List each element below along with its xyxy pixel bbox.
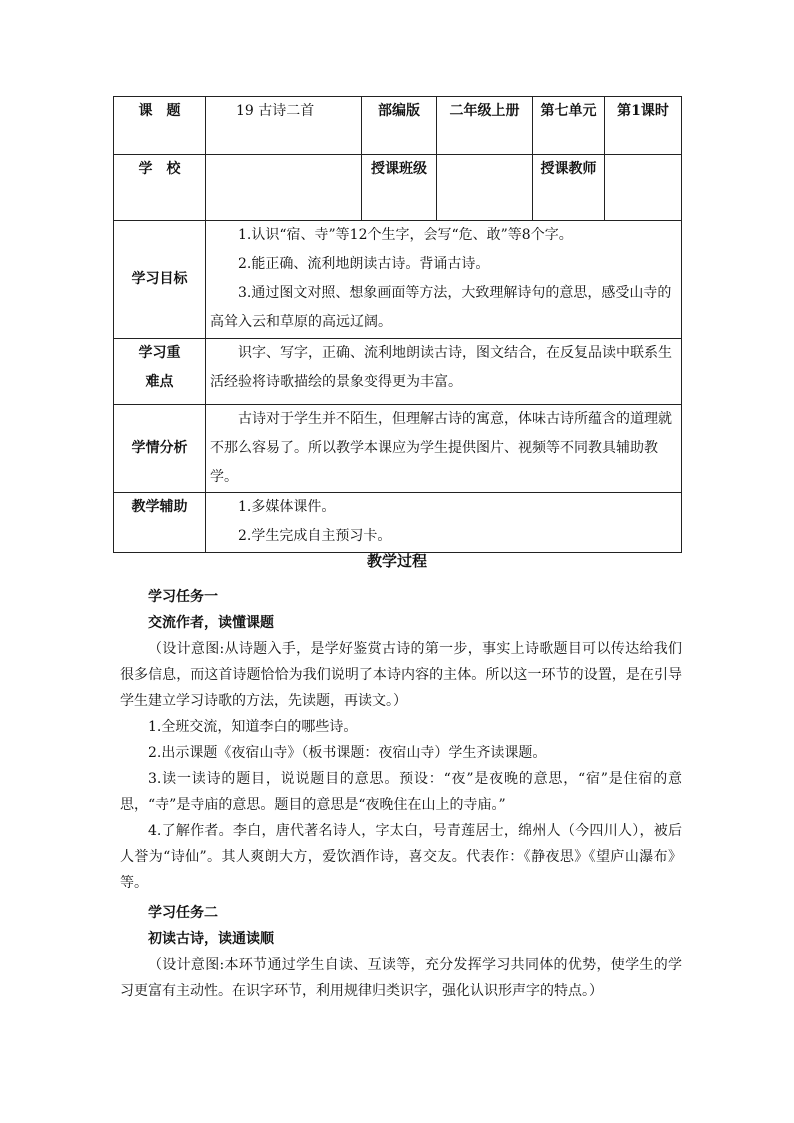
goal-item: 2.能正确、流利地朗读古诗。背诵古诗。 <box>238 256 490 272</box>
table-row <box>114 221 682 339</box>
goals-content <box>206 221 682 339</box>
process-title: 教学过程 <box>366 552 427 570</box>
teacher-label: 授课教师 <box>533 155 605 221</box>
keypoints-label: 学习重难点 <box>114 339 206 405</box>
table-row <box>114 493 682 553</box>
task2-intent: （设计意图:本环节通过学生自读、互读等，充分发挥学习共同体的优势，使学生的学习更富有主动性。在识字环节，利用规律归类识字，强化认识形声字的特点。） <box>120 957 682 999</box>
goal-item: 1.认识“宿、寺”等12个生字，会写“危、敢”等8个字。 <box>238 227 573 243</box>
lesson-title: 19 古诗二首 <box>206 97 362 155</box>
lesson-info-table <box>113 96 682 553</box>
unit-cell: 第七单元 <box>533 97 605 155</box>
aids-label: 教学辅助 <box>114 493 206 553</box>
task1-subheading: 交流作者，读懂课题 <box>148 615 274 631</box>
task1-step: 3.读一读诗的题目，说说题目的意思。预设：“夜”是夜晚的意思，“宿”是住宿的意思，“寺”是寺庙的意思。题目的意思是“夜晚住在山上的寺庙。” <box>120 771 682 813</box>
table-row <box>114 155 682 221</box>
task2-subheading: 初读古诗，读通读顺 <box>148 931 274 947</box>
table-row <box>114 405 682 493</box>
aid-item: 2.学生完成自主预习卡。 <box>238 528 392 544</box>
topic-label: 课 题 <box>114 97 206 155</box>
task1-heading: 学习任务一 <box>148 589 218 605</box>
task1-intent: （设计意图:从诗题入手，是学好鉴赏古诗的第一步，事实上诗歌题目可以传达给我们很多信息，而这首诗题恰恰为我们说明了本诗内容的主体。所以这一环节的设置，是在引导学生建立学习诗歌的方法，先读题，再读文。） <box>120 641 682 709</box>
task2-heading: 学习任务二 <box>148 905 218 921</box>
school-value <box>206 155 362 221</box>
analysis-content: 古诗对于学生并不陌生，但理解古诗的寓意，体味古诗所蕴含的道理就不那么容易了。所以教学本课应为学生提供图片、视频等不同教具辅助教学。 <box>206 405 682 493</box>
edition-cell: 部编版 <box>362 97 437 155</box>
goal-item: 3.通过图文对照、想象画面等方法，大致理解诗句的意思，感受山寺的高耸入云和草原的高远辽阔。 <box>210 285 672 330</box>
grade-cell: 二年级上册 <box>437 97 533 155</box>
school-label: 学 校 <box>114 155 206 221</box>
task1-step: 2.出示课题《夜宿山寺》（板书课题：夜宿山寺）学生齐读课题。 <box>148 745 547 761</box>
aids-content <box>206 493 682 553</box>
class-value <box>437 155 533 221</box>
aid-item: 1.多媒体课件。 <box>238 499 336 515</box>
task1-step: 4.了解作者。李白，唐代著名诗人，字太白，号青莲居士，绵州人（今四川人），被后人誉为“诗仙”。其人爽朗大方，爱饮酒作诗，喜交友。代表作：《静夜思》《望庐山瀑布》等。 <box>120 823 682 891</box>
class-label: 授课班级 <box>362 155 437 221</box>
task1-step: 1.全班交流，知道李白的哪些诗。 <box>148 719 358 735</box>
table-row <box>114 339 682 405</box>
keypoints-content: 识字、写字，正确、流利地朗读古诗，图文结合，在反复品读中联系生活经验将诗歌描绘的景象变得更为丰富。 <box>206 339 682 405</box>
analysis-label: 学情分析 <box>114 405 206 493</box>
period-cell: 第1课时 <box>605 97 682 155</box>
table-row <box>114 97 682 155</box>
process-body <box>120 580 682 1004</box>
goals-label: 学习目标 <box>114 221 206 339</box>
teacher-value <box>605 155 682 221</box>
